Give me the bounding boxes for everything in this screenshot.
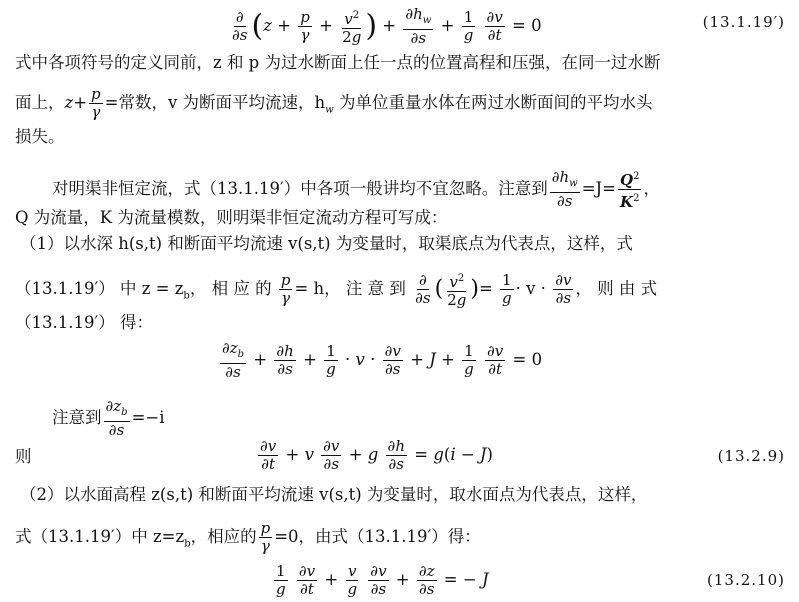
text: （1）以水深 h(s,t) 和断面平均流速 v(s,t) 为变量时，取渠底点为代表点，这样，式 <box>20 234 633 253</box>
paragraph-line: 面上，z+ $\frac{p}{\gamma}$ =常数，v 为断面平均流速，$h_w$ 为单位重量水体在两过水断面间的平均水头 <box>15 85 653 121</box>
text: 式（13.1.19′）中 z=z <box>15 527 185 546</box>
text: =常数，v 为断面平均流速，h <box>104 93 326 112</box>
paragraph-line <box>20 484 787 506</box>
paragraph-line: （13.1.19′） 中 $z = z_b$， 相 应 的 $\frac{p}{\gamma}$ = h， 注 意 到 $\frac{\partial}{\partial s}$ ( $\frac{v^2}{2g}$ )= $\frac{1}{g}$ · v · $\frac{\partial v}{\partial s}$ ， 则 由 式 <box>15 271 658 309</box>
text: 面上， <box>15 93 65 112</box>
note-line: 注意到 $\frac{\partial z_b}{\partial s}$ =−i <box>52 397 165 439</box>
equation-13-2-9: $\frac{\partial v}{\partial t}$ + v $\frac{\partial v}{\partial s}$ + g $\frac{\partial h}{\partial s}$ = g(i − J) <box>260 437 493 473</box>
paragraph-line <box>20 233 787 255</box>
text: = h， 注 意 到 <box>294 279 406 298</box>
text: 注意到 <box>52 408 102 427</box>
equation-number: (13.1.19′) <box>702 13 785 31</box>
text: =0，由式（13.1.19′）得： <box>274 527 481 546</box>
text: （13.1.19′） 得： <box>15 313 153 332</box>
paragraph-line <box>15 207 787 229</box>
text: =−i <box>131 408 165 427</box>
paragraph-line <box>15 52 787 74</box>
text: ， 则 由 式 <box>575 279 658 298</box>
text: ，相应的 <box>190 527 257 546</box>
fraction: $\frac{\partial}{\partial s}$ <box>232 8 248 44</box>
text: （2）以水面高程 z(s,t) 和断面平均流速 v(s,t) 为变量时，取水面点为代表点，这样， <box>20 485 648 504</box>
text: （13.1.19′） 中 z = z <box>15 279 184 298</box>
text: 为单位重量水体在两过水断面间的平均水头 <box>333 93 653 112</box>
text: = <box>478 279 493 298</box>
equation-13-2-10: $\frac{1}{g}$ $\frac{\partial v}{\partial t}$ + $\frac{v}{g}$ $\frac{\partial v}{\partial s}$ + $\frac{\partial z}{\partial s}$ = − J <box>276 562 489 598</box>
text: · v · <box>515 279 546 298</box>
equation-number: (13.2.9) <box>717 447 785 465</box>
text: 则 <box>15 447 32 466</box>
equation-13-1-19: $\frac{\partial}{\partial s}$ (z + $\frac{p}{\gamma}$ + $\frac{v^2}{2g}$ ) + $\frac{\partial h_w}{\partial s}$ + $\frac{1}{g}$ $\frac{\partial v}{\partial t}$ = 0 <box>232 5 542 47</box>
text: 对明渠非恒定流，式（13.1.19′）中各项一般讲均不宜忽略。注意到 <box>52 179 548 198</box>
text: 损失。 <box>15 127 65 146</box>
paragraph-line: 对明渠非恒定流，式（13.1.19′）中各项一般讲均不宜忽略。注意到 $\frac{\partial h_w}{\partial s}$ =J= $\frac{Q^2}{K^2}$ ， <box>52 168 660 211</box>
text: ， 相 应 的 <box>189 279 272 298</box>
text: Q 为流量，K 为流量模数，则明渠非恒定流动方程可写成： <box>15 208 448 227</box>
equation-continuity: $\frac{\partial z_b}{\partial s}$ + $\frac{\partial h}{\partial s}$ + $\frac{1}{g}$ · v · $\frac{\partial v}{\partial s}$ + J + $\frac{1}{g}$ $\frac{\partial v}{\partial t}$ = 0 <box>222 339 543 381</box>
text: 式中各项符号的定义同前，z 和 p 为过水断面上任一点的位置高程和压强，在同一过水断 <box>15 53 661 72</box>
text: =J= <box>581 179 616 198</box>
paragraph-line <box>15 312 787 334</box>
paragraph-line: 式（13.1.19′）中 $z=z_b$，相应的 $\frac{p}{\gamma}$ =0，由式（13.1.19′）得： <box>15 519 481 555</box>
paragraph-line <box>15 126 787 148</box>
equation-number: (13.2.10) <box>707 571 785 589</box>
